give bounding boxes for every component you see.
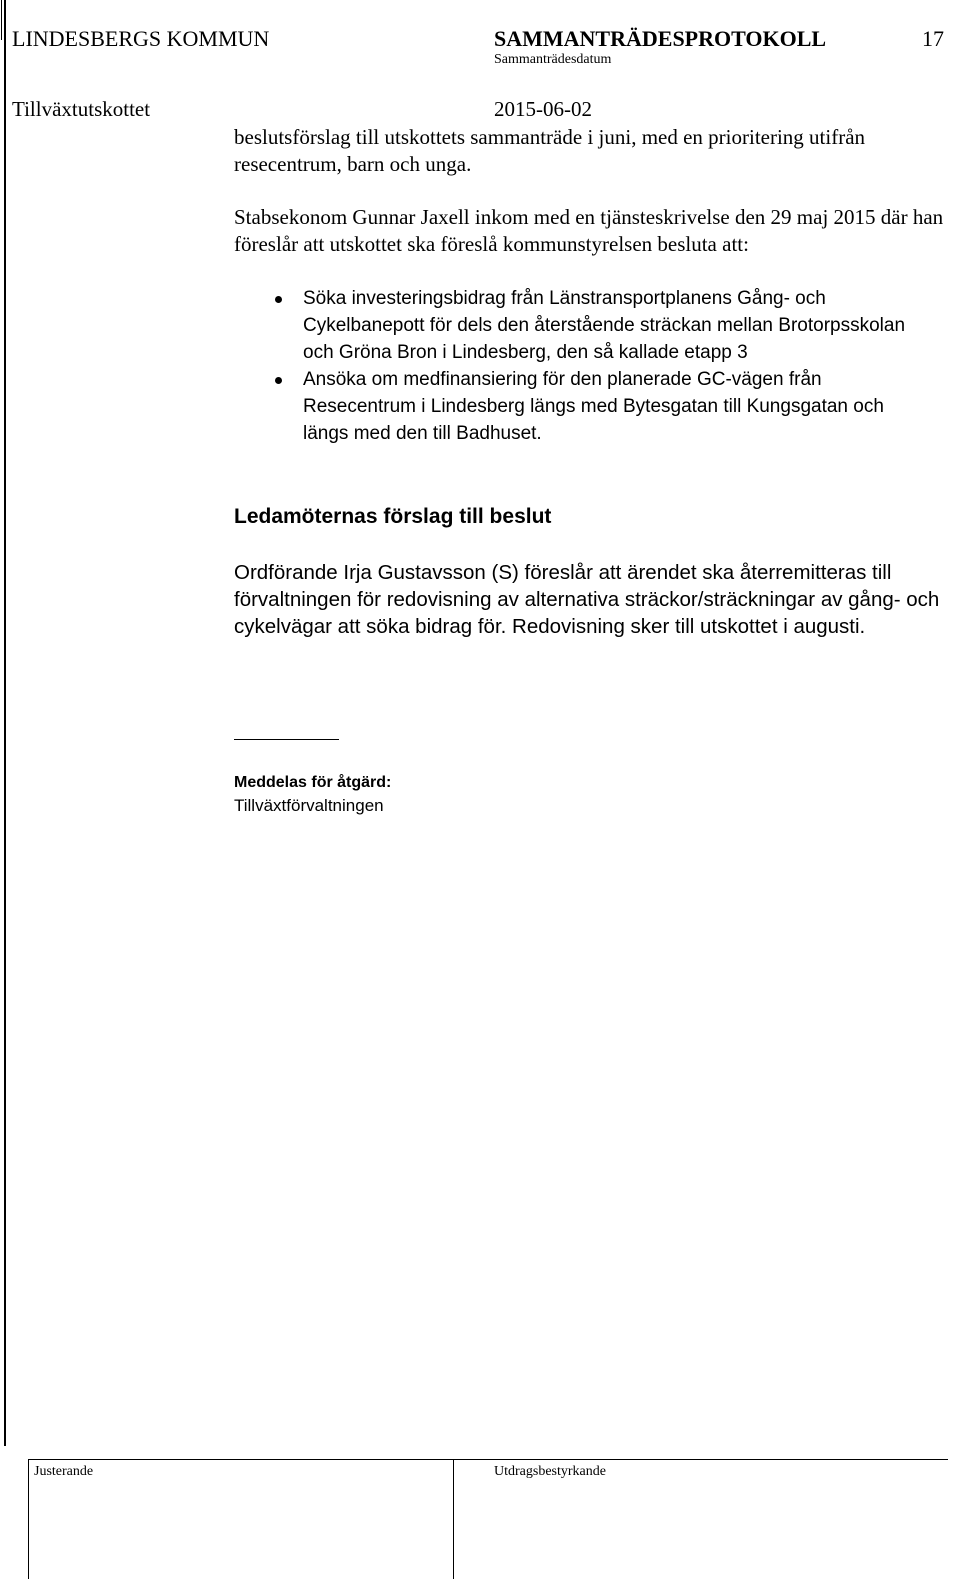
list-item <box>234 366 934 447</box>
section-heading: Ledamöternas förslag till beslut <box>234 505 552 528</box>
footer-rule <box>28 1459 948 1460</box>
bullet-icon <box>275 377 282 384</box>
document-title: SAMMANTRÄDESPROTOKOLL <box>494 26 827 51</box>
list-item-text: Ansöka om medfinansiering för den planerade GC-vägen från Resecentrum i Lindesberg längs med Bytesgatan till Kungsgatan och längs med den till Badhuset. <box>303 369 884 444</box>
proposal-bullet-list <box>234 285 934 447</box>
page-number: 17 <box>922 26 944 51</box>
meeting-date: 2015-06-02 <box>494 97 592 121</box>
margin-rule-top <box>1 0 2 40</box>
committee-name: Tillväxtutskottet <box>12 97 151 121</box>
footer-divider-middle <box>453 1459 454 1579</box>
footer-utdragsbestyrkande-label: Utdragsbestyrkande <box>494 1464 606 1479</box>
bullet-icon <box>275 296 282 303</box>
footer-divider-left <box>28 1459 29 1579</box>
paragraph-proposal: Stabsekonom Gunnar Jaxell inkom med en tjänsteskrivelse den 29 maj 2015 där han föreslår att utskottet ska föreslå kommunstyrelsen besluta att: <box>234 205 944 256</box>
notify-label: Meddelas för åtgärd: <box>234 774 392 791</box>
list-item-text: Söka investeringsbidrag från Länstransportplanens Gång- och Cykelbanepott för dels den återstående sträckan mellan Brotorpsskolan och Gröna Bron i Lindesberg, den så kallade etapp 3 <box>303 288 906 363</box>
meeting-date-label: Sammanträdesdatum <box>494 52 612 67</box>
paragraph-continuation: beslutsförslag till utskottets sammanträde i juni, med en prioritering utifrån resecentrum, barn och unga. <box>234 125 866 176</box>
org-name: LINDESBERGS KOMMUN <box>12 26 270 51</box>
footer-justerande-label: Justerande <box>34 1464 94 1479</box>
margin-rule <box>4 0 6 1446</box>
separator-rule <box>234 739 339 740</box>
list-item <box>234 285 934 366</box>
paragraph-chair-proposal: Ordförande Irja Gustavsson (S) föreslår att ärendet ska återremitteras till förvaltningen för redovisning av alternativa sträckor/sträckningar av gång- och cykelvägar att söka bidrag för. Redovisning sker till utskottet i augusti. <box>234 561 940 638</box>
notify-recipient: Tillväxtförvaltningen <box>234 796 384 815</box>
